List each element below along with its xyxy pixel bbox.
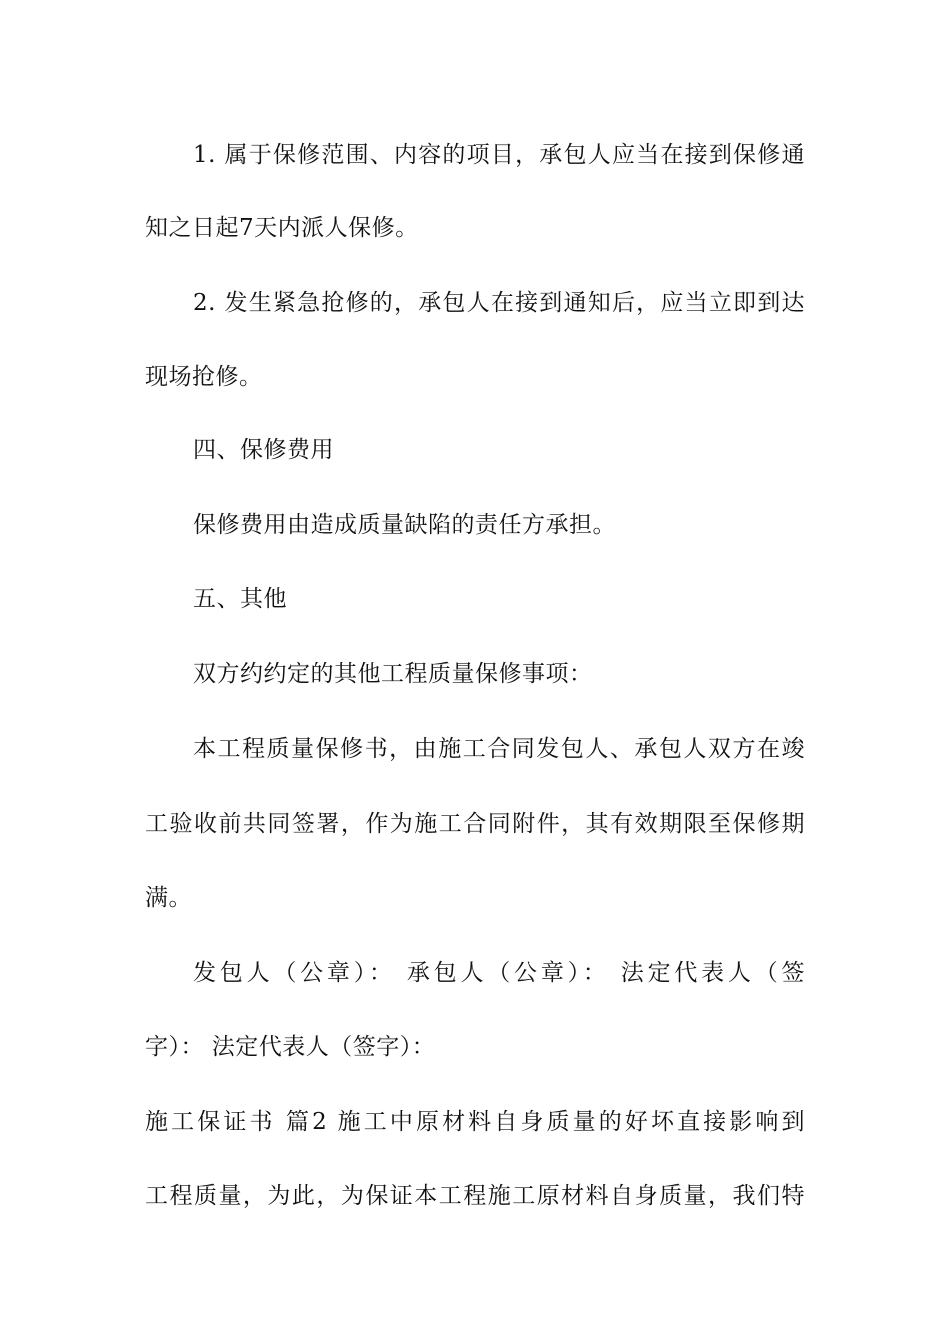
paragraph-line: 现场抢修。 [145,364,263,390]
paragraph-line: 施工保证书 篇2 施工中原材料自身质量的好坏直接影响到 [145,1109,805,1135]
paragraph-line: 双方约约定的其他工程质量保修事项： [193,661,593,687]
signature-line: 字）： 法定代表人（签字）： [145,1034,436,1060]
signature-line: 发包人（公章）： 承包人（公章）： 法定代表人（签 [193,960,805,986]
section-heading: 四、保修费用 [193,437,334,463]
paragraph-line: 保修费用由造成质量缺陷的责任方承担。 [193,512,616,538]
paragraph-line: 知之日起7天内派人保修。 [145,215,419,241]
paragraph-line: 1. 属于保修范围、内容的项目，承包人应当在接到保修通 [193,142,805,168]
paragraph-line: 本工程质量保修书，由施工合同发包人、承包人双方在竣 [193,736,805,762]
paragraph-line: 工验收前共同签署，作为施工合同附件，其有效期限至保修期 [145,811,805,837]
paragraph-line: 满。 [145,885,192,911]
paragraph-line: 2. 发生紧急抢修的，承包人在接到通知后，应当立即到达 [193,290,805,316]
paragraph-line: 工程质量，为此，为保证本工程施工原材料自身质量，我们特 [145,1183,805,1209]
section-heading: 五、其他 [193,586,287,612]
